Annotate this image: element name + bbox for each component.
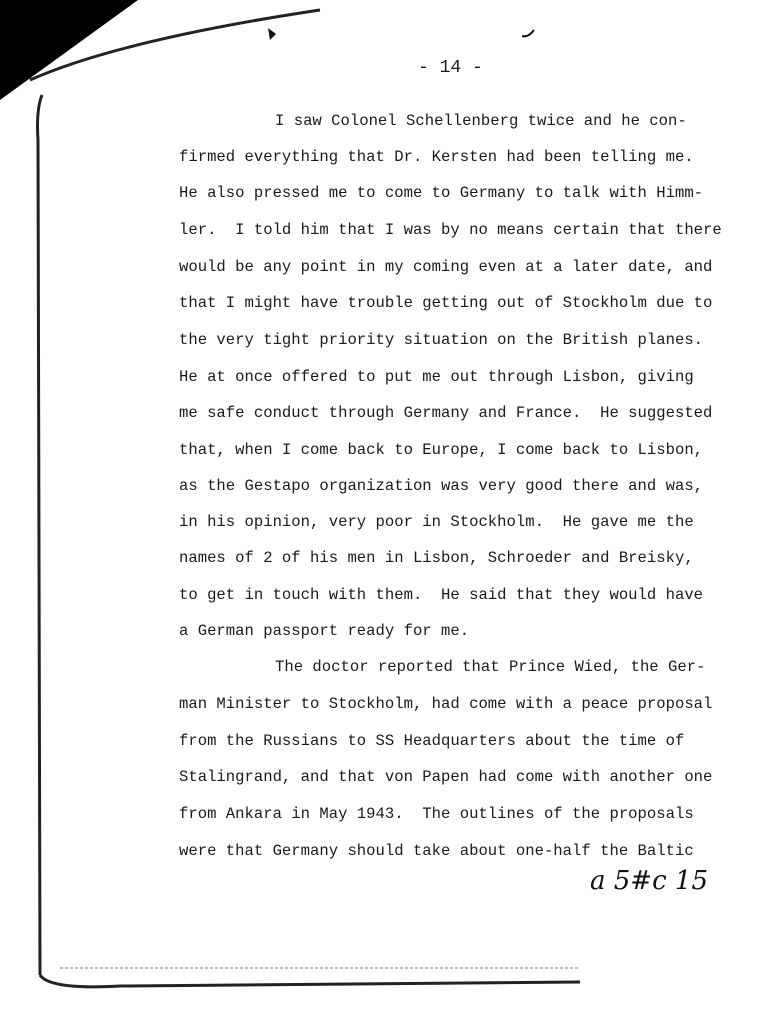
text-line: would be any point in my coming even at a later date, and	[179, 258, 713, 276]
bottom-border	[40, 975, 580, 987]
text-line: me safe conduct through Germany and France. He suggested	[179, 404, 713, 422]
text-line: that, when I come back to Europe, I come back to Lisbon,	[179, 441, 704, 459]
text-line: Stalingrand, and that von Papen had come with another one	[179, 768, 713, 786]
text-line: as the Gestapo organization was very good there and was,	[179, 477, 704, 495]
text-line: a German passport ready for me.	[179, 622, 470, 640]
text-line: the very tight priority situation on the British planes.	[179, 331, 704, 349]
text-line: from the Russians to SS Headquarters about the time of	[179, 732, 685, 750]
page-number: - 14 -	[418, 58, 483, 78]
text-line: firmed everything that Dr. Kersten had been telling me.	[179, 148, 694, 166]
text-line: He also pressed me to come to Germany to talk with Himm-	[179, 184, 704, 202]
text-line: man Minister to Stockholm, had come with a peace proposal	[179, 695, 713, 713]
text-line: that I might have trouble getting out of Stockholm due to	[179, 294, 713, 312]
text-line: were that Germany should take about one-half the Baltic	[179, 842, 694, 860]
left-border	[38, 95, 43, 975]
text-line: in his opinion, very poor in Stockholm. He gave me the	[179, 513, 694, 531]
mark	[522, 30, 534, 36]
text-line: ler. I told him that I was by no means certain that there	[179, 221, 722, 239]
text-line: The doctor reported that Prince Wied, the Ger-	[275, 658, 706, 676]
text-line: to get in touch with them. He said that they would have	[179, 586, 704, 604]
text-line: I saw Colonel Schellenberg twice and he con-	[275, 112, 687, 130]
mark	[268, 28, 276, 40]
text-line: names of 2 of his men in Lisbon, Schroeder and Breisky,	[179, 549, 694, 567]
text-line: from Ankara in May 1943. The outlines of the proposals	[179, 805, 694, 823]
text-line: He at once offered to put me out through Lisbon, giving	[179, 368, 694, 386]
handwritten-note: a 5#c 15	[590, 866, 709, 896]
